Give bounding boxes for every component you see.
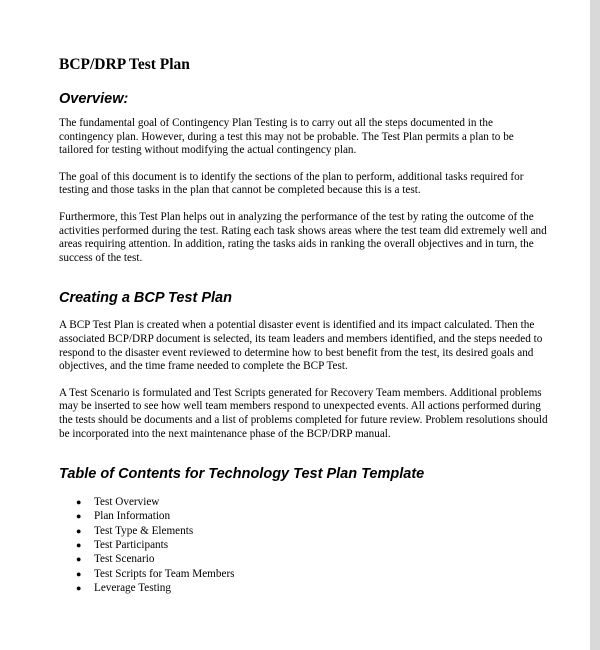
creating-paragraph-2: A Test Scenario is formulated and Test Scripts generated for Recovery Team members. Additional problems may be inserted to see how well team members respond to unexpected events. All actions performed during the tests should be documents and a list of problems completed for future review. Problem resolutions should be incorporated into the next maintenance phase of the BCP/DRP manual.	[59, 386, 548, 440]
creating-heading: Creating a BCP Test Plan	[59, 290, 232, 307]
bullet-icon: ●	[76, 554, 82, 565]
bullet-icon: ●	[76, 582, 82, 593]
overview-paragraph-1: The fundamental goal of Contingency Plan Testing is to carry out all the steps documented in the contingency plan. However, during a test this may not be probable. The Test Plan permits a plan to be tailored for testing without modifying the actual contingency plan.	[59, 117, 514, 157]
toc-item	[59, 567, 549, 581]
toc-item	[59, 509, 549, 523]
toc-item-label: Test Scripts for Team Members	[94, 567, 235, 580]
overview-heading: Overview:	[59, 91, 129, 107]
toc-item	[59, 581, 549, 595]
toc-item	[59, 524, 549, 538]
document-title: BCP/DRP Test Plan	[59, 56, 190, 73]
document-content	[59, 56, 549, 595]
creating-paragraph-1: A BCP Test Plan is created when a potential disaster event is identified and its impact calculated. Then the associated BCP/DRP document is selected, its team leaders and members identified, and the steps needed to respond to the disaster event reviewed to determine how to best benefit from the test, its desired goals and objectives, and the time frame needed to complete the BCP Test.	[59, 319, 543, 373]
bullet-icon: ●	[76, 539, 82, 550]
toc-heading: Table of Contents for Technology Test Plan Template	[59, 466, 425, 483]
toc-item-label: Plan Information	[94, 510, 171, 523]
bullet-icon: ●	[76, 511, 82, 522]
overview-paragraph-2: The goal of this document is to identify the sections of the plan to perform, additional tasks required for testing and those tasks in the plan that cannot be completed because this is a test.	[59, 170, 524, 197]
toc-item-label: Test Participants	[94, 538, 169, 551]
toc-item	[59, 552, 549, 566]
toc-item-label: Test Type & Elements	[94, 524, 194, 537]
toc-item-label: Leverage Testing	[94, 581, 171, 594]
viewer-gutter	[590, 0, 600, 650]
bullet-icon: ●	[76, 525, 82, 536]
toc-list	[59, 495, 549, 595]
bullet-icon: ●	[76, 568, 82, 579]
toc-item-label: Test Overview	[94, 496, 160, 509]
toc-item	[59, 495, 549, 509]
toc-item-label: Test Scenario	[94, 553, 155, 566]
bullet-icon: ●	[76, 497, 82, 508]
overview-paragraph-3: Furthermore, this Test Plan helps out in analyzing the performance of the test by rating the outcome of the activities performed during the test. Rating each task shows areas where the test team did extremely well and areas requiring attention. In addition, rating the tasks aids in ranking the overall objectives and in turn, the success of the test.	[59, 210, 547, 264]
toc-item	[59, 538, 549, 552]
